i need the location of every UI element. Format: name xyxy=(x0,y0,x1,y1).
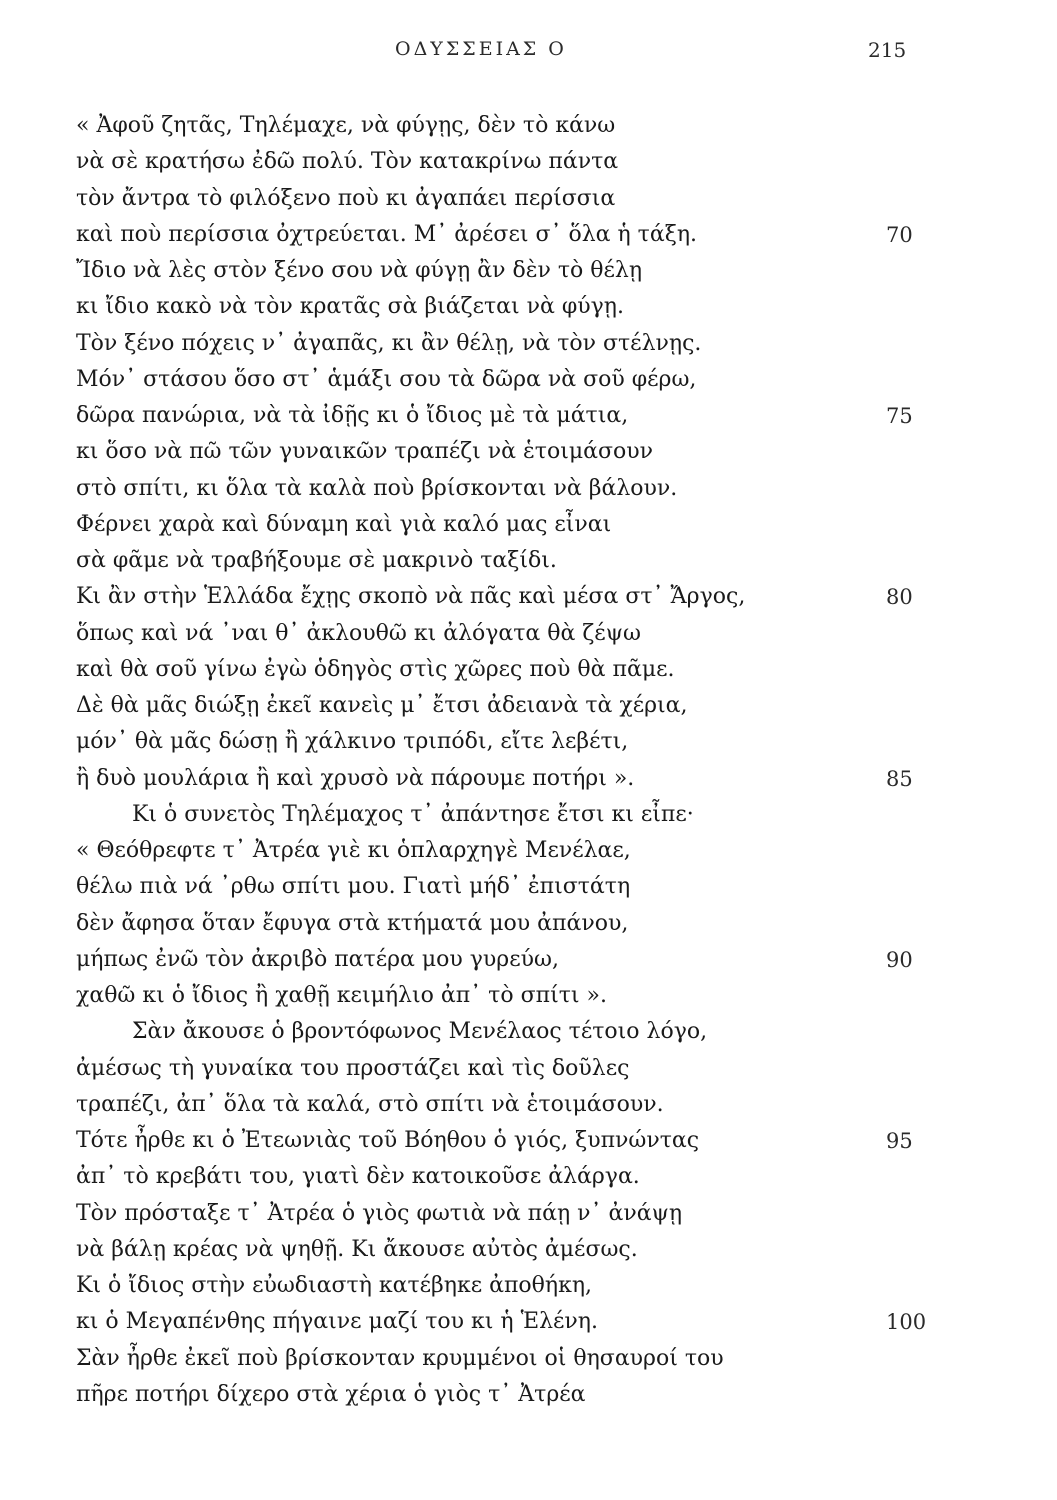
verse-text: νὰ βάλῃ κρέας νὰ ψηθῇ. Κι ἄκουσε αὐτὸς ἀμέσως. xyxy=(76,1236,638,1262)
line-number: 70 xyxy=(886,222,913,247)
verse-line xyxy=(76,108,996,144)
verse-text: Κι ὁ ἴδιος στὴν εὐωδιαστὴ κατέβηκε ἀποθήκη, xyxy=(76,1273,593,1298)
line-number: 80 xyxy=(886,585,913,610)
running-head xyxy=(0,38,1057,68)
verse-line xyxy=(76,543,996,579)
verse-text: νὰ σὲ κρατήσω ἐδῶ πολύ. Τὸν κατακρίνω πάντα xyxy=(76,149,619,175)
line-number: 85 xyxy=(886,766,913,791)
line-number: 100 xyxy=(886,1310,927,1335)
verse-text: Τὸν ξένο πόχεις ν᾽ ἀγαπᾶς, κι ἂν θέλῃ, νὰ τὸν στέλνῃς. xyxy=(76,330,702,356)
verse-line xyxy=(76,1051,996,1087)
verse-line xyxy=(76,507,996,543)
verse-line xyxy=(76,471,996,507)
verse-text: ὅπως καὶ νά ᾽ναι θ᾽ ἀκλουθῶ κι ἀλόγατα θὰ ζέψω xyxy=(76,620,641,646)
verse-line xyxy=(76,289,996,325)
verse-line xyxy=(76,761,996,797)
running-title: ΟΔΥΣΣΕΙΑΣ Ο xyxy=(395,38,567,60)
verse-line xyxy=(76,144,996,180)
line-number: 95 xyxy=(886,1129,913,1153)
verse-text: σὰ φᾶμε νὰ τραβήξουμε σὲ μακρινὸ ταξίδι. xyxy=(76,548,557,573)
verse-line xyxy=(76,688,996,724)
verse-text: θέλω πιὰ νά ᾽ρθω σπίτι μου. Γιατὶ μήδ᾽ ἐπιστάτη xyxy=(76,874,631,900)
verse-text: Φέρνει χαρὰ καὶ δύναμη καὶ γιὰ καλό μας εἶναι xyxy=(76,511,612,537)
verse-text: Τὸν πρόσταξε τ᾽ Ἀτρέα ὁ γιὸς φωτιὰ νὰ πάῃ ν᾽ ἀνάψῃ xyxy=(76,1200,683,1226)
verse-line xyxy=(76,869,996,905)
verse-line xyxy=(76,724,996,760)
verse-line xyxy=(76,1341,996,1377)
verse-line xyxy=(76,181,996,217)
verse-text: ἢ δυὸ μουλάρια ἢ καὶ χρυσὸ νὰ πάρουμε ποτήρι ». xyxy=(76,765,635,791)
verse-text: δῶρα πανώρια, νὰ τὰ ἰδῇς κι ὁ ἴδιος μὲ τὰ μάτια, xyxy=(76,403,629,428)
verse-text: πῆρε ποτήρι δίχερο στὰ χέρια ὁ γιὸς τ᾽ Ἀτρέα xyxy=(76,1381,586,1407)
verse-text: τραπέζι, ἀπ᾽ ὅλα τὰ καλά, στὸ σπίτι νὰ ἑτοιμάσουν. xyxy=(76,1091,664,1117)
verse-line xyxy=(76,1304,996,1340)
line-number: 75 xyxy=(886,404,913,428)
verse-line xyxy=(76,398,996,434)
verse-line xyxy=(76,1014,996,1050)
verse-line xyxy=(76,978,996,1014)
verse-line xyxy=(76,253,996,289)
verse-text: μόν᾽ θὰ μᾶς δώσῃ ἢ χάλκινο τριπόδι, εἴτε λεβέτι, xyxy=(76,729,629,755)
verse-text: ἀμέσως τὴ γυναίκα του προστάζει καὶ τὶς δοῦλες xyxy=(76,1055,630,1081)
verse-line xyxy=(76,362,996,398)
verse-text: κι ὁ Μεγαπένθης πήγαινε μαζί του κι ἡ Ἑλένη. xyxy=(76,1309,598,1335)
verse-line xyxy=(76,1232,996,1268)
verse-text: Ἴδιο νὰ λὲς στὸν ξένο σου νὰ φύγῃ ἂν δὲν τὸ θέλῃ xyxy=(76,258,643,283)
verse-line xyxy=(76,906,996,942)
verse-text: καὶ θὰ σοῦ γίνω ἐγὼ ὁδηγὸς στὶς χῶρες ποὺ θὰ πᾶμε. xyxy=(76,656,675,682)
page-number: 215 xyxy=(868,38,907,62)
verse-text: « Θεόθρεφτε τ᾽ Ἀτρέα γιὲ κι ὁπλαρχηγὲ Μενέλαε, xyxy=(76,838,631,863)
verse-line xyxy=(76,579,996,615)
verse-line xyxy=(76,1123,996,1159)
verse-text: χαθῶ κι ὁ ἴδιος ἢ χαθῇ κειμήλιο ἀπ᾽ τὸ σπίτι ». xyxy=(76,983,607,1008)
verse-line xyxy=(76,797,996,833)
verse-text: στὸ σπίτι, κι ὅλα τὰ καλὰ ποὺ βρίσκονται νὰ βάλουν. xyxy=(76,475,678,501)
verse-text: καὶ ποὺ περίσσια ὀχτρεύεται. Μ᾽ ἀρέσει σ᾽ ὅλα ἡ τάξη. xyxy=(76,221,697,247)
verse-line xyxy=(76,326,996,362)
verse-text: τὸν ἄντρα τὸ φιλόξενο ποὺ κι ἀγαπάει περίσσια xyxy=(76,185,616,211)
verse-line xyxy=(76,616,996,652)
verse-text: κι ἴδιο κακὸ νὰ τὸν κρατᾶς σὰ βιάζεται νὰ φύγῃ. xyxy=(76,294,624,320)
verse-text: κι ὅσο νὰ πῶ τῶν γυναικῶν τραπέζι νὰ ἑτοιμάσουν xyxy=(76,439,653,465)
verse-text: δὲν ἄφησα ὅταν ἔφυγα στὰ κτήματά μου ἀπάνου, xyxy=(76,910,629,936)
verse-line xyxy=(76,942,996,978)
verse-line xyxy=(76,1377,996,1413)
verse-line xyxy=(76,1159,996,1195)
verse-line xyxy=(76,1196,996,1232)
verse-text: ἀπ᾽ τὸ κρεβάτι του, γιατὶ δὲν κατοικοῦσε ἀλάργα. xyxy=(76,1164,640,1190)
verse-text: Σὰν ἄκουσε ὁ βροντόφωνος Μενέλαος τέτοιο λόγο, xyxy=(132,1019,708,1045)
verse-line xyxy=(76,1268,996,1304)
verse-text: Σὰν ἦρθε ἐκεῖ ποὺ βρίσκονταν κρυμμένοι οἱ θησαυροί του xyxy=(76,1345,724,1371)
verse-line xyxy=(76,1087,996,1123)
verse-text: Τότε ἦρθε κι ὁ Ἐτεωνιὰς τοῦ Βόηθου ὁ γιός, ξυπνώντας xyxy=(76,1128,700,1153)
verse-line xyxy=(76,434,996,470)
verse-text: Μόν᾽ στάσου ὅσο στ᾽ ἁμάξι σου τὰ δῶρα νὰ σοῦ φέρω, xyxy=(76,366,697,392)
verse-text: μήπως ἐνῶ τὸν ἀκριβὸ πατέρα μου γυρεύω, xyxy=(76,946,559,972)
verse-line xyxy=(76,652,996,688)
verse-line xyxy=(76,217,996,253)
verse-text: Κι ὁ συνετὸς Τηλέμαχος τ᾽ ἀπάντησε ἔτσι κι εἶπε· xyxy=(132,801,694,827)
verse-text: « Ἀφοῦ ζητᾶς, Τηλέμαχε, νὰ φύγῃς, δὲν τὸ κάνω xyxy=(76,113,616,138)
verse-block xyxy=(76,108,996,1413)
verse-text: Δὲ θὰ μᾶς διώξῃ ἐκεῖ κανεὶς μ᾽ ἔτσι ἀδειανὰ τὰ χέρια, xyxy=(76,693,688,718)
verse-text: Κι ἂν στὴν Ἑλλάδα ἔχῃς σκοπὸ νὰ πᾶς καὶ μέσα στ᾽ Ἄργος, xyxy=(76,584,746,610)
verse-line xyxy=(76,833,996,869)
line-number: 90 xyxy=(886,947,913,972)
